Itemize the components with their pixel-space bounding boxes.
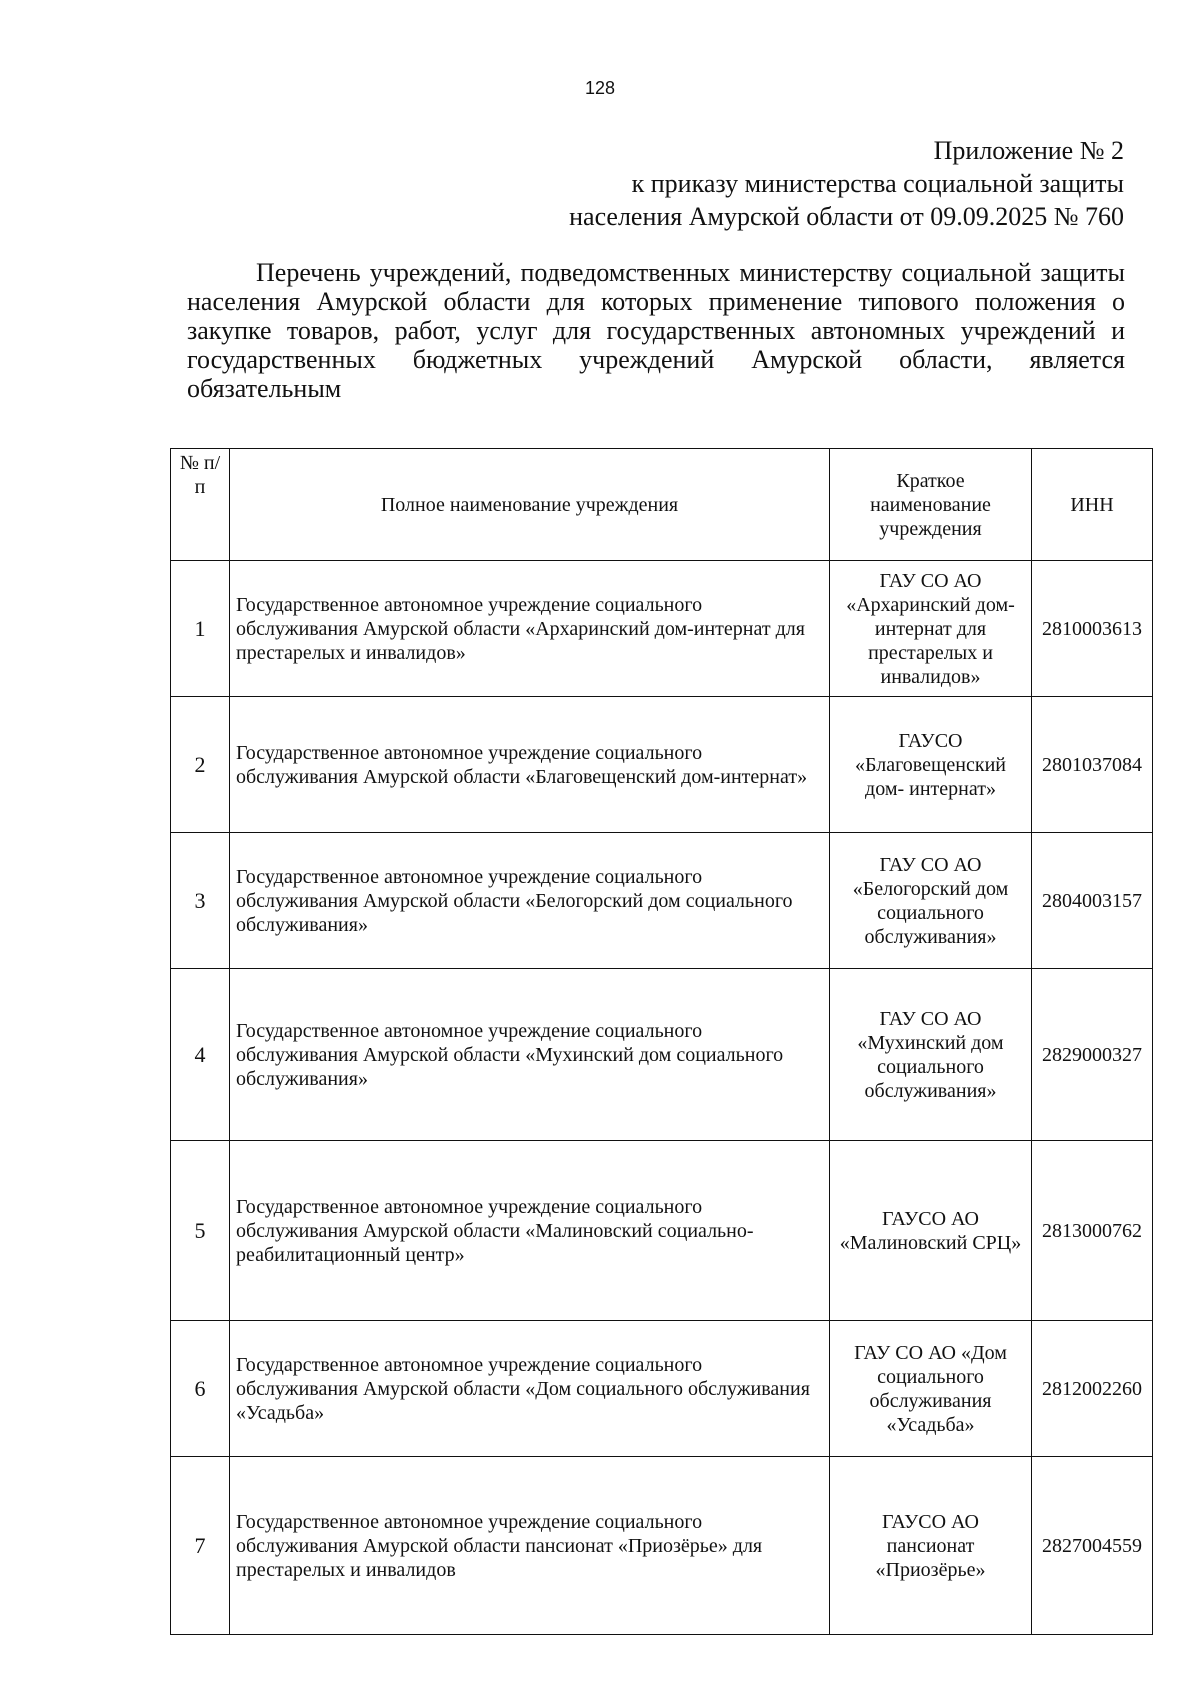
page-number: 128 xyxy=(584,78,616,98)
row-short-name: ГАУ СО АО «Мухинский дом социального обслуживания» xyxy=(830,969,1032,1141)
row-inn: 2801037084 xyxy=(1032,697,1153,833)
appendix-order-line: к приказу министерства социальной защиты xyxy=(631,169,1124,198)
appendix-order-date: населения Амурской области от 09.09.2025 № 760 xyxy=(569,202,1124,231)
institutions-table xyxy=(170,448,1153,1635)
row-short-name: ГАУ СО АО «Архаринский дом- интернат для престарелых и инвалидов» xyxy=(830,561,1032,697)
header-number: № п/п xyxy=(171,449,230,561)
row-full-name: Государственное автономное учреждение социального обслуживания Амурской области «Мухинский дом социального обслуживания» xyxy=(230,969,830,1141)
row-inn: 2827004559 xyxy=(1032,1457,1153,1635)
table-row xyxy=(171,969,1153,1141)
row-number: 6 xyxy=(171,1321,230,1457)
row-short-name: ГАУ СО АО «Белогорский дом социального обслуживания» xyxy=(830,833,1032,969)
row-number: 7 xyxy=(171,1457,230,1635)
row-inn: 2829000327 xyxy=(1032,969,1153,1141)
row-inn: 2810003613 xyxy=(1032,561,1153,697)
row-inn: 2813000762 xyxy=(1032,1141,1153,1321)
table-row xyxy=(171,1141,1153,1321)
row-inn: 2812002260 xyxy=(1032,1321,1153,1457)
table-row xyxy=(171,1321,1153,1457)
row-short-name: ГАУСО АО пансионат «Приозёрье» xyxy=(830,1457,1032,1635)
table-row xyxy=(171,1457,1153,1635)
row-number: 1 xyxy=(171,561,230,697)
row-full-name: Государственное автономное учреждение социального обслуживания Амурской области пансионат «Приозёрье» для престарелых и инвалидов xyxy=(230,1457,830,1635)
row-number: 3 xyxy=(171,833,230,969)
appendix-block xyxy=(569,134,1124,233)
row-inn: 2804003157 xyxy=(1032,833,1153,969)
row-short-name: ГАУСО АО «Малиновский СРЦ» xyxy=(830,1141,1032,1321)
row-number: 5 xyxy=(171,1141,230,1321)
row-full-name: Государственное автономное учреждение социального обслуживания Амурской области «Дом социального обслуживания «Усадьба» xyxy=(230,1321,830,1457)
document-title: Перечень учреждений, подведомственных министерству социальной защиты населения Амурской области для которых применение типового положения о закупке товаров, работ, услуг для государственных автономных учреждений и государственных бюджетных учреждений Амурской области, является обязательным xyxy=(187,258,1125,403)
row-number: 4 xyxy=(171,969,230,1141)
appendix-title: Приложение № 2 xyxy=(933,136,1124,165)
row-number: 2 xyxy=(171,697,230,833)
row-short-name: ГАУСО «Благовещенский дом- интернат» xyxy=(830,697,1032,833)
table-header-row xyxy=(171,449,1153,561)
row-full-name: Государственное автономное учреждение социального обслуживания Амурской области «Благовещенский дом-интернат» xyxy=(230,697,830,833)
header-full-name: Полное наименование учреждения xyxy=(230,449,830,561)
row-full-name: Государственное автономное учреждение социального обслуживания Амурской области «Архаринский дом-интернат для престарелых и инвалидов» xyxy=(230,561,830,697)
table-row xyxy=(171,833,1153,969)
row-short-name: ГАУ СО АО «Дом социального обслуживания «Усадьба» xyxy=(830,1321,1032,1457)
header-short-name: Краткое наименование учреждения xyxy=(830,449,1032,561)
row-full-name: Государственное автономное учреждение социального обслуживания Амурской области «Малиновский социально-реабилитационный центр» xyxy=(230,1141,830,1321)
table-row xyxy=(171,561,1153,697)
header-inn: ИНН xyxy=(1032,449,1153,561)
row-full-name: Государственное автономное учреждение социального обслуживания Амурской области «Белогорский дом социального обслуживания» xyxy=(230,833,830,969)
table-row xyxy=(171,697,1153,833)
